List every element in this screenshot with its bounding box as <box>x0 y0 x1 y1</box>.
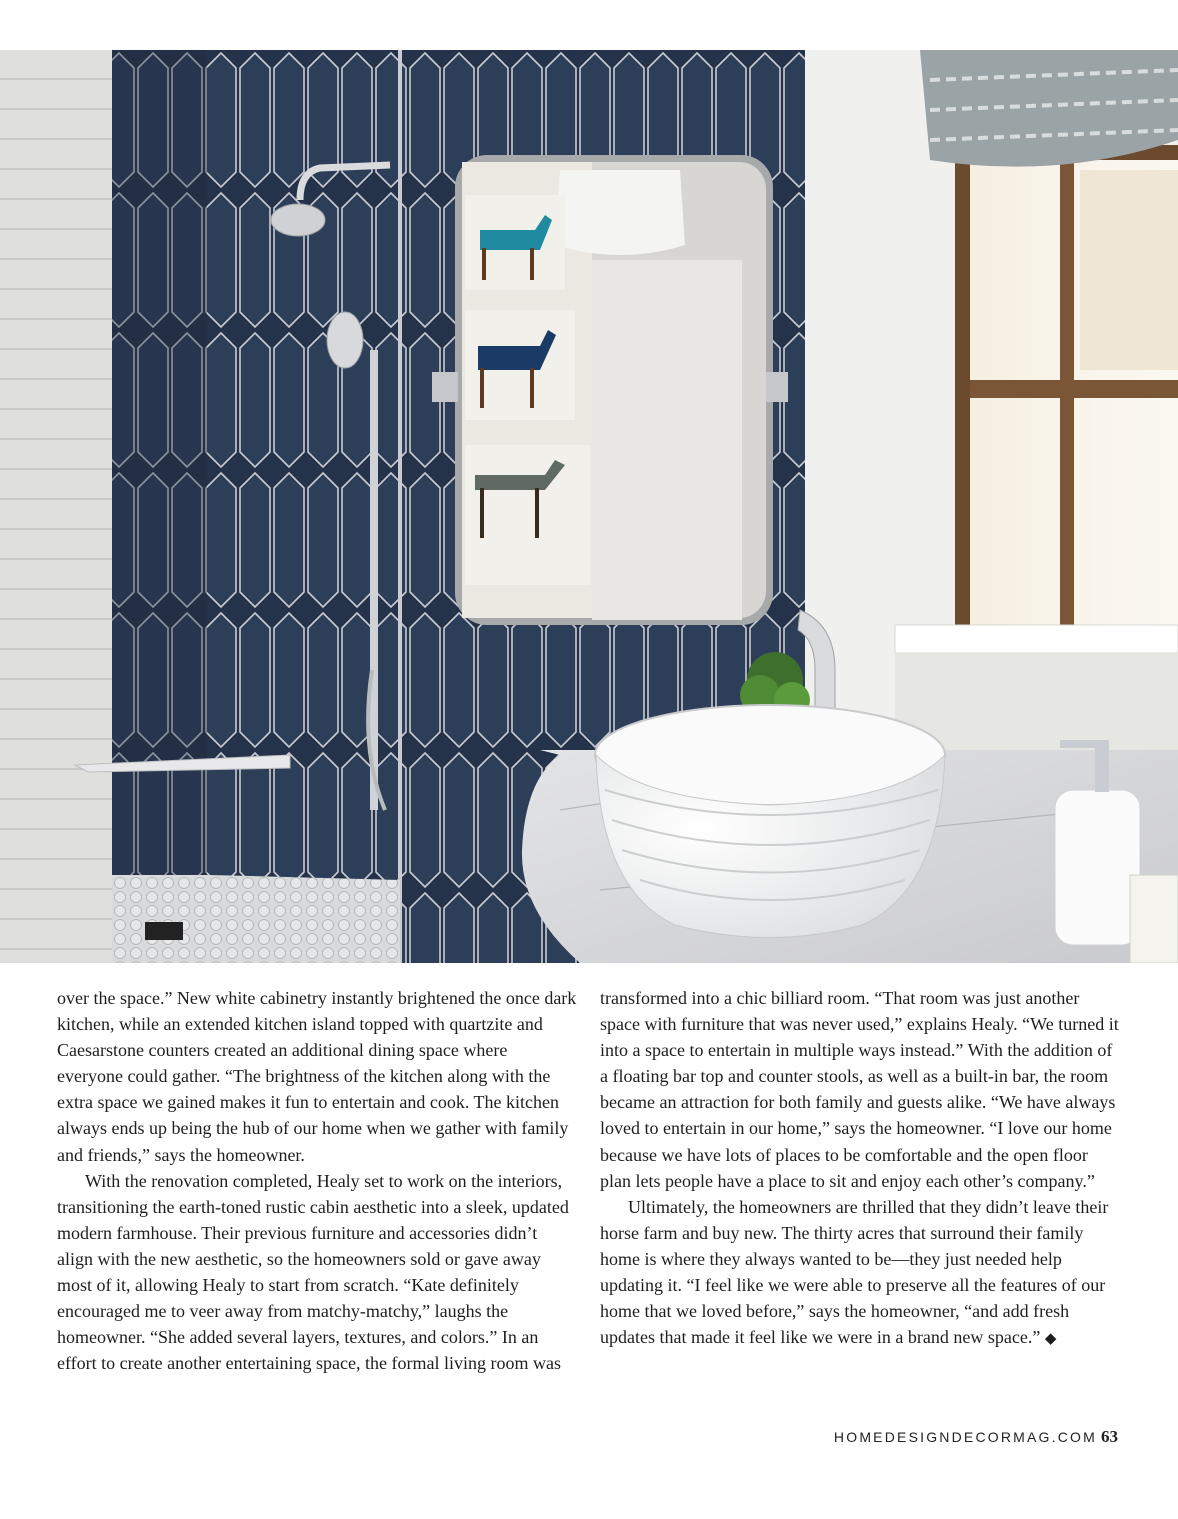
end-mark-icon: ◆ <box>1044 1331 1057 1348</box>
paragraph: transformed into a chic billiard room. “That room was just another space with furniture that was never used,” explains Healy. “We turned it into a space to entertain in multiple ways instead.” With the addition of a floating bar top and counter stools, as well as a built-in bar, the room became an attraction for both family and guests alike. “We have always loved to entertain in our home,” says the homeowner. “I love our home because we have lots of places to be comfortable and the open floor plan lets people have a place to sit and enjoy each other’s company.” <box>600 988 1119 1191</box>
paragraph-final <box>600 1194 1120 1353</box>
website-url: HOMEDESIGNDECORMAG.COM <box>833 1429 1097 1445</box>
article-column-left <box>57 985 577 1376</box>
bathroom-photo <box>0 50 1178 963</box>
article-column-right <box>600 985 1120 1352</box>
paragraph: With the renovation completed, Healy set to work on the interiors, transitioning the earth-toned rustic cabin aesthetic into a sleek, updated modern farmhouse. Their previous furniture and accessories didn’t align with the new aesthetic, so the homeowners sold or gave away most of it, allowing Healy to start from scratch. “Kate definitely encouraged me to veer away from matchy-matchy,” laughs the homeowner. “She added several layers, textures, and colors.” In an effort to create another entertaining space, the formal living room was <box>57 1170 569 1374</box>
page-footer <box>834 1427 1118 1447</box>
paragraph: over the space.” New white cabinetry instantly brightened the once dark kitchen, while an extended kitchen island topped with quartzite and Caesarstone counters created an additional dining space where everyone could gather. “The brightness of the kitchen along with the extra space we gained makes it fun to entertain and cook. The kitchen always ends up being the hub of our home when we gather with family and friends,” says the homeowner. <box>57 988 577 1165</box>
page-number: 63 <box>1101 1427 1118 1446</box>
paragraph-text: Ultimately, the homeowners are thrilled that they didn’t leave their horse farm and buy new. The thirty acres that surround their family home is where they always wanted to be—they just needed help updating it. “I feel like we were able to preserve all the features of our home that we loved before,” says the homeowner, “and add fresh updates that made it feel like we were in a brand new space.” <box>600 1196 1109 1348</box>
